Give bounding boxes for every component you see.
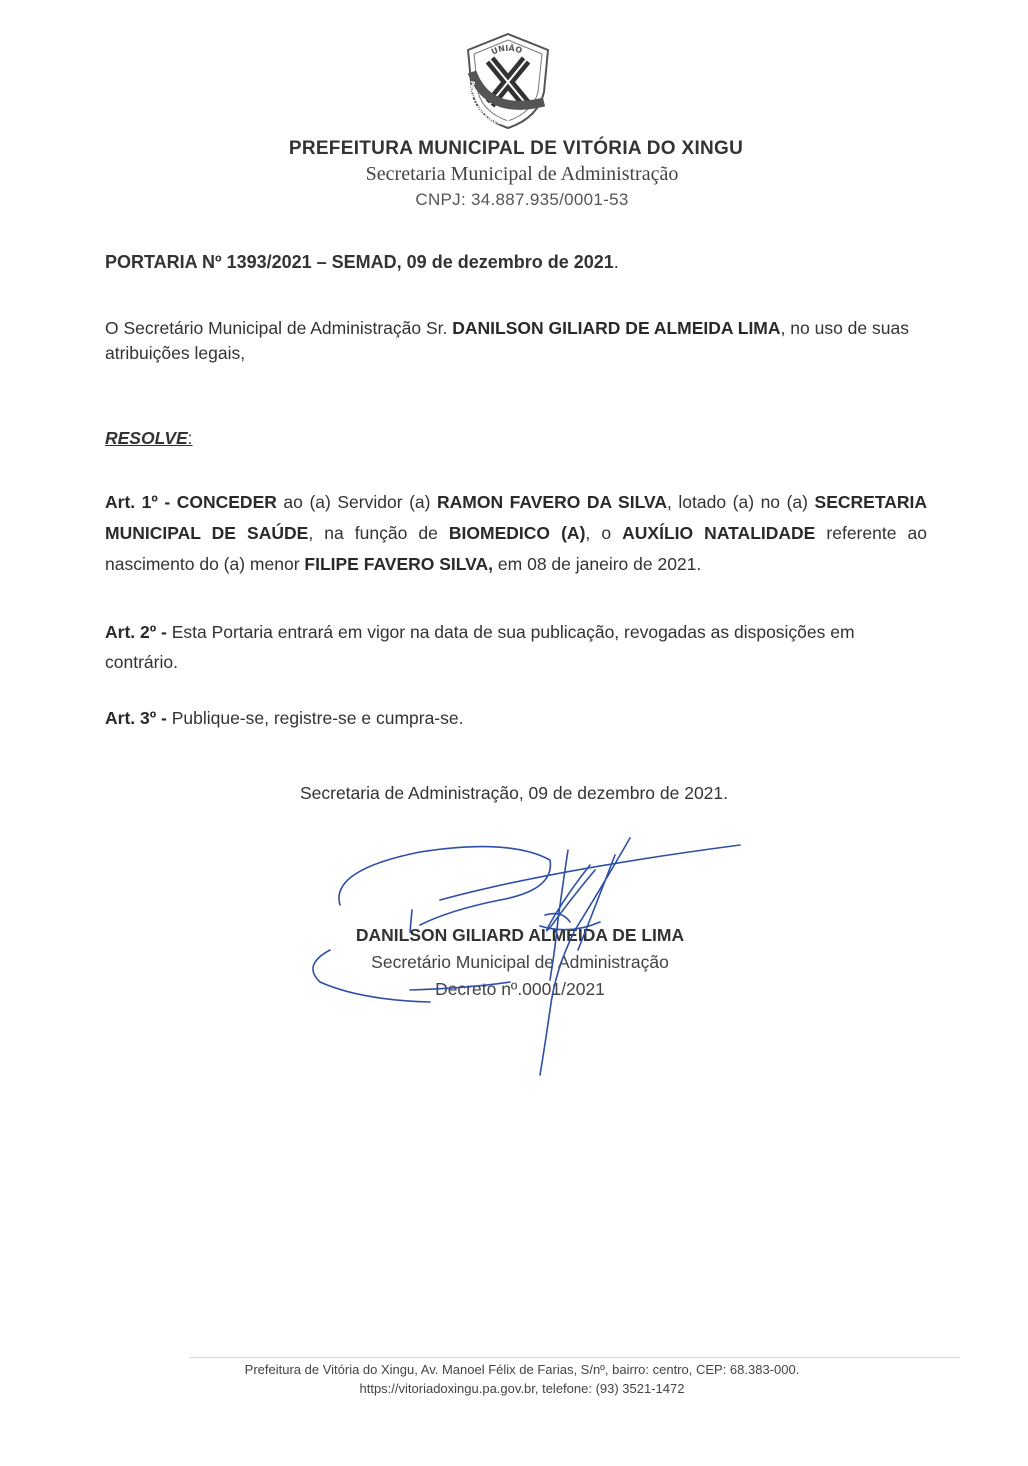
article-1: Art. 1º - CONCEDER ao (a) Servidor (a) RAMON FAVERO DA SILVA, lotado (a) no (a) SECRETARIA MUNICIPAL DE SAÚDE, na função de BIOMEDICO (A), o AUXÍLIO NATALIDADE referente ao nascimento do (a) menor FILIPE FAVERO SILVA, em 08 de janeiro de 2021. xyxy=(105,492,927,574)
municipal-seal-emblem xyxy=(458,30,558,130)
intro-paragraph: O Secretário Municipal de Administração Sr. DANILSON GILIARD DE ALMEIDA LIMA, no uso de suas atribuições legais, xyxy=(105,318,909,363)
article-2-label: Art. 2º - xyxy=(105,622,167,642)
header-title: PREFEITURA MUNICIPAL DE VITÓRIA DO XINGU xyxy=(288,138,744,159)
header-subtitle: Secretaria Municipal de Administração xyxy=(365,163,679,185)
header-cnpj: CNPJ: 34.887.935/0001-53 xyxy=(415,190,629,209)
secretary-name: DANILSON GILIARD DE ALMEIDA LIMA xyxy=(452,318,781,338)
signatory-role: Secretário Municipal de Administração xyxy=(371,952,669,972)
article-3-label: Art. 3º - xyxy=(105,708,167,728)
svg-text:UNIÃO: UNIÃO xyxy=(489,43,524,57)
menor-name: FILIPE FAVERO SILVA, xyxy=(304,554,494,574)
secretaria-name: SECRETARIA MUNICIPAL DE SAÚDE xyxy=(105,492,927,543)
article-1-label: Art. 1º - CONCEDER xyxy=(105,492,277,512)
servidor-name: RAMON FAVERO DA SILVA xyxy=(437,492,667,512)
svg-text:PARA O PROGRESSO: PARA O PROGRESSO xyxy=(468,80,511,127)
signatory-name: DANILSON GILIARD ALMEIDA DE LIMA xyxy=(355,925,685,945)
footer-contact: https://vitoriadoxingu.pa.gov.br, telefone: (93) 3521-1472 xyxy=(359,1381,685,1396)
article-3: Art. 3º - Publique-se, registre-se e cumpra-se. xyxy=(105,708,464,728)
footer-address: Prefeitura de Vitória do Xingu, Av. Manoel Félix de Farias, S/nº, bairro: centro, CEP: 68.383-000. xyxy=(244,1362,800,1377)
signatory-decree: Decreto nº.0001/2021 xyxy=(435,979,605,999)
auxilio: AUXÍLIO NATALIDADE xyxy=(622,523,816,543)
footer-divider xyxy=(190,1357,960,1358)
article-2: Art. 2º - Esta Portaria entrará em vigor na data de sua publicação, revogadas as disposições em contrário. xyxy=(105,622,855,672)
dateline: Secretaria de Administração, 09 de dezembro de 2021. xyxy=(299,783,729,803)
resolve-heading: RESOLVE: xyxy=(105,428,193,448)
portaria-title: PORTARIA Nº 1393/2021 – SEMAD, 09 de dezembro de 2021. xyxy=(105,252,619,272)
funcao: BIOMEDICO (A) xyxy=(448,523,586,543)
handwritten-signature xyxy=(300,830,760,1090)
